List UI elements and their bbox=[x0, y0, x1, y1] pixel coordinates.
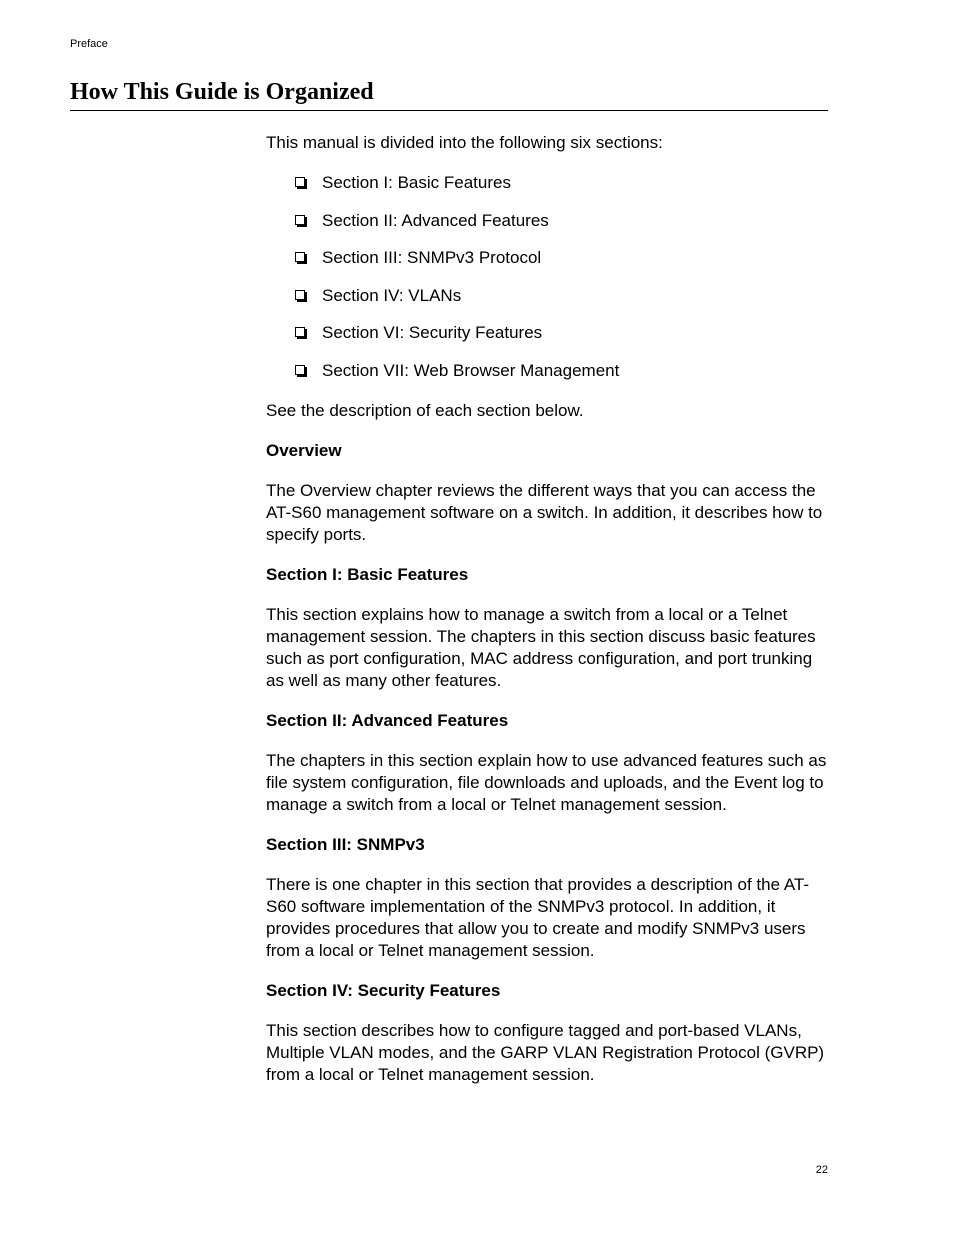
checkbox-bullet-icon bbox=[295, 215, 305, 225]
list-item-label: Section I: Basic Features bbox=[322, 173, 511, 192]
page-title: How This Guide is Organized bbox=[70, 78, 828, 111]
list-item-label: Section VI: Security Features bbox=[322, 323, 543, 342]
checkbox-bullet-icon bbox=[295, 290, 305, 300]
list-item-label: Section IV: VLANs bbox=[322, 285, 462, 305]
list-item-label: Section III: SNMPv3 Protocol bbox=[322, 248, 542, 267]
list-item-label: Section VII: Web Browser Management bbox=[322, 360, 620, 380]
list-item bbox=[294, 172, 832, 194]
see-description-paragraph: See the description of each section below. bbox=[266, 400, 584, 420]
subsection-heading-advanced-features: Section II: Advanced Features bbox=[266, 710, 509, 730]
list-item bbox=[294, 360, 832, 382]
subsection-text-advanced-features: The chapters in this section explain how to use advanced features such as file system configuration, file downloads and uploads, and the Event log to manage a switch from a local or Telnet management session. bbox=[266, 750, 827, 814]
subsection-heading-snmpv3: Section III: SNMPv3 bbox=[266, 834, 425, 854]
subsection-text-security-features: This section describes how to configure tagged and port-based VLANs, Multiple VLAN modes, and the GARP VLAN Registration Protocol (GVRP) from a local or Telnet management session. bbox=[266, 1020, 825, 1084]
list-item bbox=[294, 210, 832, 232]
subsection-text-snmpv3: There is one chapter in this section that provides a description of the AT-S60 software implementation of the SNMPv3 protocol. In addition, it provides procedures that allow you to create and modify SNMPv3 users from a local or Telnet management session. bbox=[266, 874, 810, 960]
checkbox-bullet-icon bbox=[295, 252, 305, 262]
intro-paragraph: This manual is divided into the following six sections: bbox=[266, 133, 663, 152]
subsection-heading-security-features: Section IV: Security Features bbox=[266, 980, 501, 1000]
subsection-text-overview: The Overview chapter reviews the different ways that you can access the AT-S60 management software on a switch. In addition, it describes how to specify ports. bbox=[266, 480, 823, 544]
main-content bbox=[266, 132, 832, 1104]
running-header: Preface bbox=[70, 38, 108, 50]
checkbox-bullet-icon bbox=[295, 327, 305, 337]
subsection-text-basic-features: This section explains how to manage a switch from a local or a Telnet management session. The chapters in this section discuss basic features such as port configuration, MAC address configuration, and port trunking as well as many other features. bbox=[266, 604, 816, 690]
checkbox-bullet-icon bbox=[295, 365, 305, 375]
page-number: 22 bbox=[815, 1164, 828, 1176]
subsection-heading-overview: Overview bbox=[266, 440, 342, 460]
sections-list bbox=[266, 172, 832, 382]
checkbox-bullet-icon bbox=[295, 177, 305, 187]
list-item bbox=[294, 285, 832, 307]
list-item bbox=[294, 322, 832, 344]
list-item-label: Section II: Advanced Features bbox=[322, 210, 549, 230]
subsection-heading-basic-features: Section I: Basic Features bbox=[266, 564, 469, 584]
list-item bbox=[294, 247, 832, 269]
